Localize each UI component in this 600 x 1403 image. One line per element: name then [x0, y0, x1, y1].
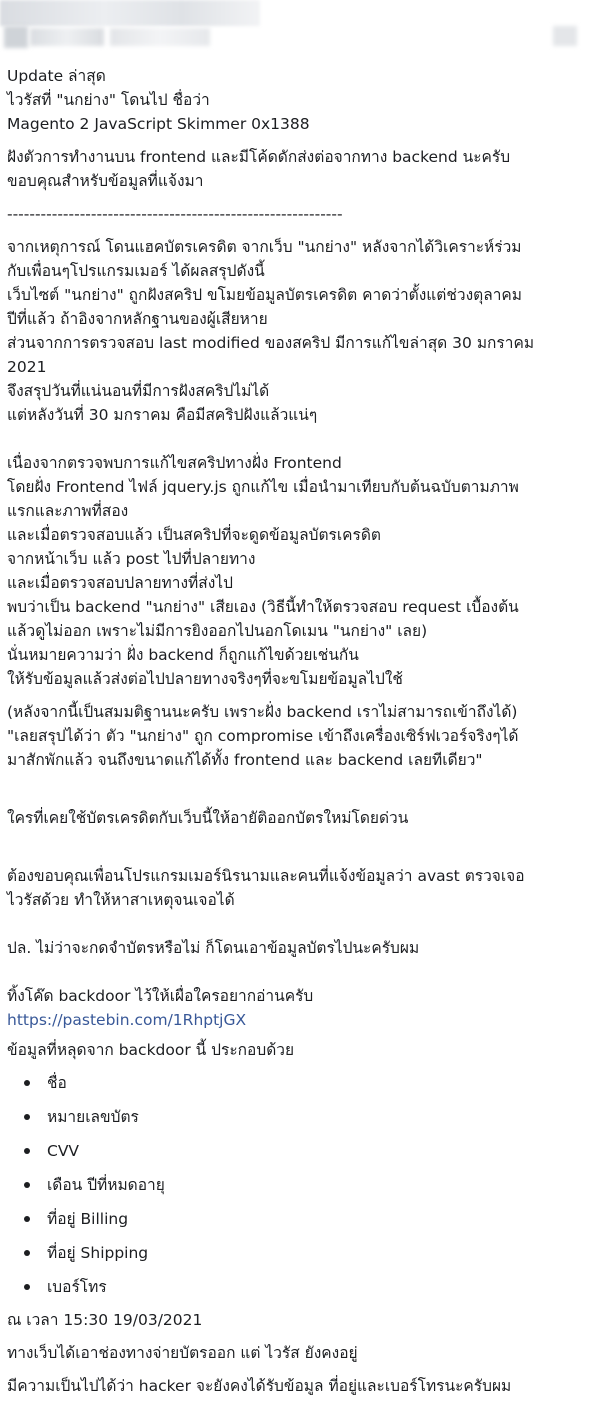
thanks-line: ไวรัสด้วย ทำให้หาสาเหตุจนเจอได้ [7, 891, 235, 909]
list-item: ที่อยู่ Billing [47, 1202, 595, 1236]
backdoor-intro: ทิ้งโค๊ด backdoor ไว้ให้เผื่อใครอยากอ่านครับ [7, 987, 314, 1005]
frontend-line: โดยฝั่ง Frontend ไฟล์ jquery.js ถูกแก้ไข เมื่อนำมาเทียบกับต้นฉบับตามภาพ [7, 478, 519, 496]
incident-line: กับเพื่อนๆโปรแกรมเมอร์ ได้ผลสรุปดังนี้ [7, 262, 265, 280]
incident-line: จากเหตุการณ์ โดนแฮคบัตรเครดิต จากเว็บ "นกย่าง" หลังจากได้วิเคราะห์ร่วม [7, 238, 522, 256]
time-note: ณ เวลา 15:30 19/03/2021 [7, 1311, 203, 1329]
list-item: CVV [47, 1134, 595, 1168]
post-body [7, 64, 595, 1403]
frontend-line: ให้รับข้อมูลแล้วส่งต่อไปปลายทางจริงๆที่จะขโมยข้อมูลไปใช้ [7, 670, 403, 688]
thanks-line: ต้องขอบคุณเพื่อนโปรแกรมเมอร์นิรนามและคนที่แจ้งข้อมูลว่า avast ตรวจเจอ [7, 867, 525, 885]
blurred-header-bar [0, 0, 260, 26]
ps-line: ปล. ไม่ว่าจะกดจำบัตรหรือไม่ ก็โดนเอาข้อมูลบัตรไปนะครับผม [7, 939, 420, 957]
blurred-author-name [30, 28, 104, 46]
divider: ------------------------------------------------------------ [7, 205, 343, 223]
risk-note: มีความเป็นไปได้ว่า hacker จะยังคงได้รับข้อมูล ที่อยู่และเบอร์โทรนะครับผม [7, 1377, 512, 1395]
frontend-line: แรกและภาพที่สอง [7, 502, 129, 520]
list-item: เบอร์โทร [47, 1270, 595, 1304]
incident-line: จึงสรุปวันที่แน่นอนที่มีการฝังสคริปไม่ได้ [7, 382, 270, 400]
update-line: ไวรัสที่ "นกย่าง" โดนไป ชื่อว่า [7, 91, 210, 109]
list-item: ชื่อ [47, 1066, 595, 1100]
blurred-post-meta [110, 28, 210, 46]
incident-line: เว็บไซต์ "นกย่าง" ถูกฝังสคริป ขโมยข้อมูลบัตรเครดิต คาดว่าตั้งแต่ช่วงตุลาคม [7, 286, 523, 304]
list-item: หมายเลขบัตร [47, 1100, 595, 1134]
assumption-line: มาสักพักแล้ว จนถึงขนาดแก้ได้ทั้ง frontend และ backend เลยทีเดียว" [7, 751, 483, 769]
frontend-line: พบว่าเป็น backend "นกย่าง" เสียเอง (วิธีนี้ทำให้ตรวจสอบ request เบื้องต้น [7, 598, 519, 616]
incident-line: แต่หลังวันที่ 30 มกราคม คือมีสคริปฝังแล้วแน่ๆ [7, 406, 318, 424]
incident-line: ส่วนจากการตรวจสอบ last modified ของสคริป มีการแก้ไขล่าสุด 30 มกราคม [7, 334, 535, 352]
frontend-line: และเมื่อตรวจสอบแล้ว เป็นสคริปที่จะดูดข้อมูลบัตรเครดิต [7, 526, 381, 544]
assumption-line: (หลังจากนี้เป็นสมมติฐานนะครับ เพราะฝั่ง backend เราไม่สามารถเข้าถึงได้) [7, 703, 518, 721]
status-note: ทางเว็บได้เอาช่องทางจ่ายบัตรออก แต่ ไวรัส ยังคงอยู่ [7, 1344, 358, 1362]
frontend-line: จากหน้าเว็บ แล้ว post ไปที่ปลายทาง [7, 550, 256, 568]
pastebin-link[interactable]: https://pastebin.com/1RhptjGX [7, 1011, 247, 1029]
update-line: Magento 2 JavaScript Skimmer 0x1388 [7, 115, 310, 133]
incident-line: 2021 [7, 358, 47, 376]
embed-line: ขอบคุณสำหรับข้อมูลที่แจ้งมา [7, 172, 204, 190]
frontend-line: เนื่องจากตรวจพบการแก้ไขสคริปทางฝั่ง Frontend [7, 454, 342, 472]
leak-intro: ข้อมูลที่หลุดจาก backdoor นี้ ประกอบด้วย [7, 1041, 295, 1059]
post-trailer [7, 1304, 595, 1403]
frontend-line: นั่นหมายความว่า ฝั่ง backend ก็ถูกแก้ไขด้วยเช่นกัน [7, 646, 359, 664]
list-item: ที่อยู่ Shipping [47, 1236, 595, 1270]
advice-line: ใครที่เคยใช้บัตรเครดิตกับเว็บนี้ให้อายัติออกบัตรใหม่โดยด่วน [7, 809, 409, 827]
update-line: Update ล่าสุด [7, 67, 106, 85]
embed-line: ฝังตัวการทำงานบน frontend และมีโค้ดดักส่งต่อจากทาง backend นะครับ [7, 148, 511, 166]
frontend-line: และเมื่อตรวจสอบปลายทางที่ส่งไป [7, 574, 233, 592]
leak-list [7, 1066, 595, 1304]
frontend-line: แล้วดูไม่ออก เพราะไม่มีการยิงออกไปนอกโดเมน "นกย่าง" เลย) [7, 622, 428, 640]
blurred-avatar [4, 26, 28, 48]
assumption-line: "เลยสรุปได้ว่า ตัว "นกย่าง" ถูก compromise เข้าถึงเครื่องเซิร์ฟเวอร์จริงๆได้ [7, 727, 519, 745]
blurred-menu-icon [553, 26, 577, 46]
incident-line: ปีที่แล้ว ถ้าอิงจากหลักฐานของผู้เสียหาย [7, 310, 268, 328]
list-item: เดือน ปีที่หมดอายุ [47, 1168, 595, 1202]
post-header [0, 0, 600, 62]
